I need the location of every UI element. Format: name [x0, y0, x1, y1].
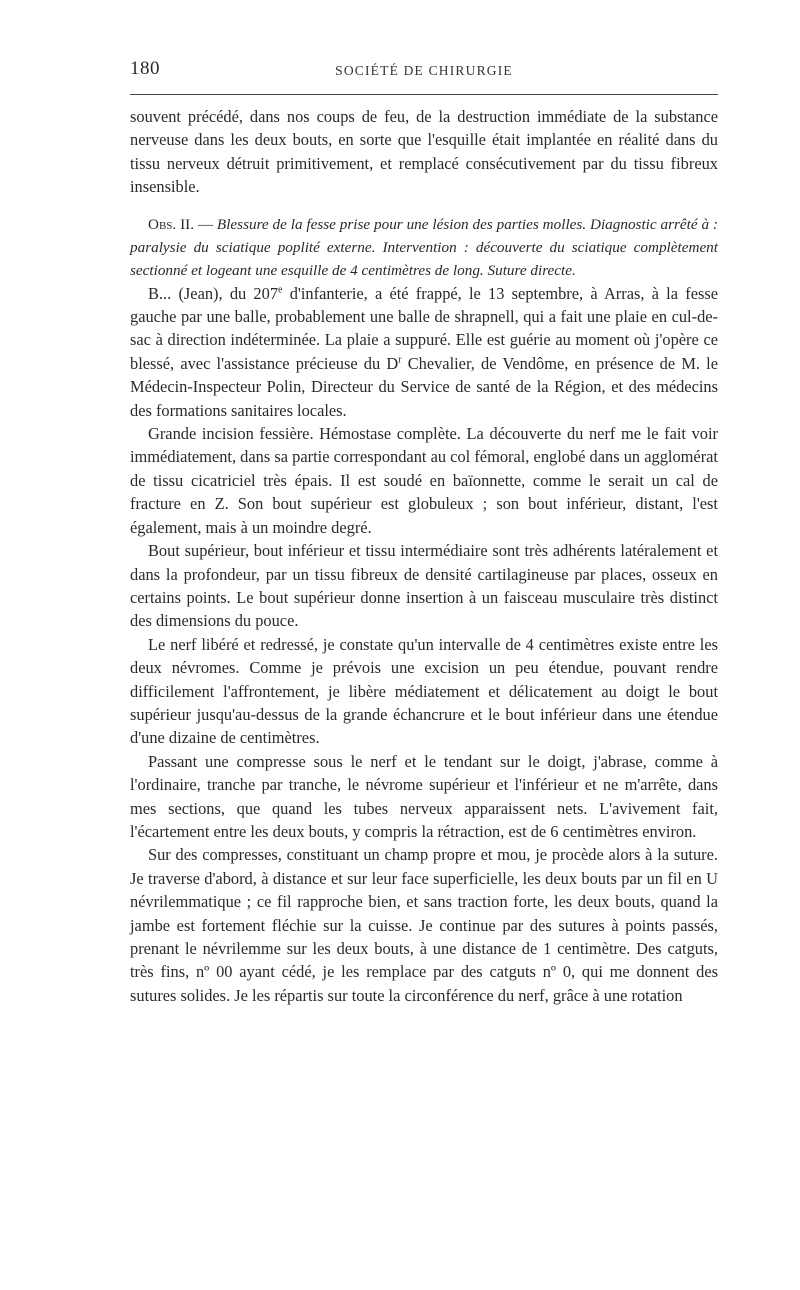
paragraph-patient [130, 282, 718, 422]
observation-dash: — [194, 215, 217, 233]
page [130, 58, 718, 1007]
observation-title: Blessure de la fesse prise pour une lésion des parties molles. Diagnostic arrêté à : paralysie du sciatique poplité externe. Intervention : découverte du sciatique complètement sectionné et logeant une esquille de 4 centimètres de long. Suture directe. [130, 215, 718, 279]
text-run: Chevalier, de Vendôme, en présence de M. le Médecin-Inspecteur Polin, Directeur du Service de santé de la Région, et des médecins des formations sanitaires locales. [130, 353, 718, 420]
text-run: d'infanterie, a été frappé, le 13 septembre, à Arras, à la fesse gauche par une balle, probablement une balle de shrapnell, qui a fait une plaie en cul-de-sac à direction indéterminée. La plaie a suppuré. Elle est guérie au moment où j'opère ce blessé, avec l'assistance précieuse du D [130, 283, 718, 373]
page-header [130, 58, 718, 88]
paragraph-liberation: Le nerf libéré et redressé, je constate qu'un intervalle de 4 centimètres existe entre les deux névromes. Comme je prévois une excision un peu étendue, pouvant rendre difficilement l'affrontement, je libère médiatement et délicatement au doigt le bout supérieur jusqu'au-dessus de la grande échancrure et le bout inférieur dans une étendue d'une dizaine de centimètres. [130, 634, 718, 748]
superscript: r [398, 354, 402, 366]
paragraph-suture: Sur des compresses, constituant un champ propre et mou, je procède alors à la suture. Je traverse d'abord, à distance et sur leur face superficielle, les deux bouts par un fil en U névrilemmatique ; ce fil rapproche bien, et sans traction forte, les deux bouts, quand la jambe est fortement fléchie sur la cuisse. Je continue par des sutures à points passés, prenant le névrilemme sur les deux bouts, à une distance de 1 centimètre. Des catguts, très fins, nº 00 ayant cédé, je les remplace par des catguts nº 0, qui me donnent des sutures solides. Je les répartis sur toute la circonférence du nerf, grâce à une rotation [130, 845, 718, 1005]
paragraph-continuation: souvent précédé, dans nos coups de feu, de la destruction immédiate de la substance nerveuse dans les deux bouts, en sorte que l'esquille était implantée en réalité dans du tissu nerveux détruit primitivement, et remplacé consécutivement par du tissu fibreux insensible. [130, 107, 718, 197]
observation-label: Obs. II. [148, 215, 194, 233]
paragraph-incision: Grande incision fessière. Hémostase complète. La découverte du nerf me le fait voir immédiatement, dans sa partie correspondant au col fémoral, englobé dans un agglomérat de tissu cicatriciel très épais. Il est soudé en baïonnette, comme le serait un cal de fracture en Z. Son bout supérieur est globuleux ; son bout inférieur, distant, l'est également, mais à un moindre degré. [130, 424, 718, 537]
header-rule [130, 94, 718, 95]
paragraph-adherence: Bout supérieur, bout inférieur et tissu intermédiaire sont très adhérents latéralement et dans la profondeur, par un tissu fibreux de densité cartilagineuse par places, osseux en certains points. Le bout supérieur donne insertion à un faisceau musculaire très distinct des dimensions du pouce. [130, 541, 718, 631]
page-number: 180 [130, 58, 160, 79]
running-title: SOCIÉTÉ DE CHIRURGIE [335, 63, 513, 78]
observation-heading [130, 213, 718, 282]
paragraph-abrasion: Passant une compresse sous le nerf et le tendant sur le doigt, j'abrase, comme à l'ordinaire, tranche par tranche, le névrome supérieur et l'inférieur et ne m'arrête, dans mes sections, que quand les tubes nerveux apparaissent nets. L'avivement fait, l'écartement entre les deux bouts, y compris la rétraction, est de 6 centimètres environ. [130, 751, 718, 841]
text-run: B... (Jean), du 207 [148, 283, 279, 303]
superscript: e [278, 284, 283, 296]
